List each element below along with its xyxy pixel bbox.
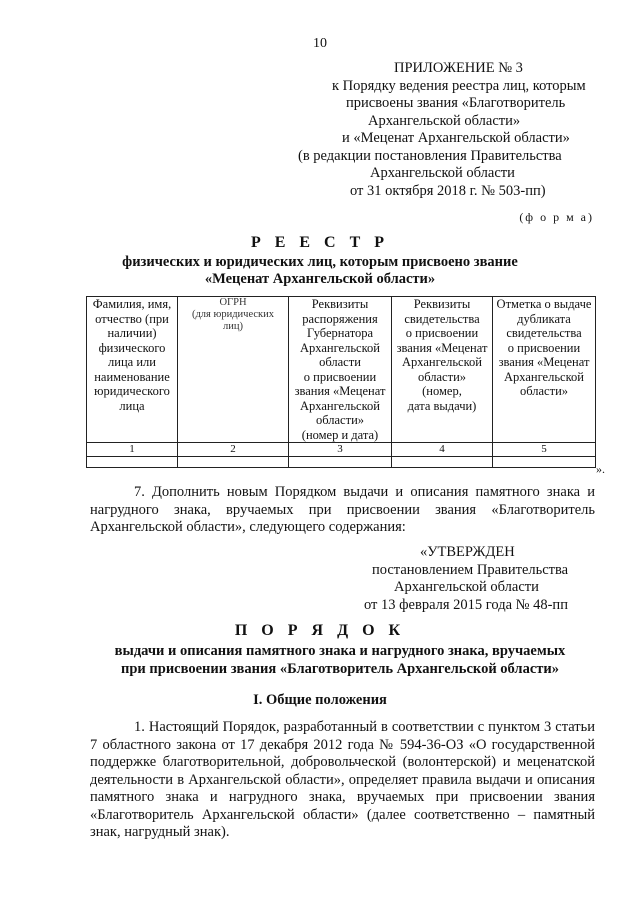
header-text: физического: [98, 340, 166, 355]
header-text: (для юридических: [191, 309, 275, 320]
header-text: Фамилия, имя,: [92, 297, 172, 311]
header-cell-certificate: [392, 297, 493, 443]
header-text: юридического: [94, 384, 170, 398]
register-subtitle: [0, 254, 640, 288]
header-text: о присвоении: [303, 369, 377, 384]
header-text: Архангельской: [402, 355, 482, 369]
header-text: лица или: [108, 355, 156, 369]
column-number: 1: [87, 443, 178, 457]
section-title: I. Общие положения: [253, 692, 387, 708]
approval-line: Архангельской области: [394, 579, 539, 595]
empty-cell: [493, 457, 596, 468]
appendix-line: к Порядку ведения реестра лиц, которым: [332, 77, 586, 94]
column-number: 2: [178, 443, 289, 457]
header-cell-name: [87, 297, 178, 443]
header-text: области»: [519, 384, 569, 398]
header-text: Реквизиты: [413, 297, 471, 311]
header-text: области: [319, 355, 361, 369]
header-text: свидетельства: [404, 311, 480, 326]
header-text: отчество (при: [95, 311, 169, 326]
header-text: дубликата: [517, 311, 571, 326]
header-text: распоряжения: [302, 311, 378, 326]
header-text: звания «Меценат: [396, 340, 488, 355]
header-text: Архангельской: [504, 369, 584, 384]
page-number: 10: [313, 36, 327, 51]
table-number-row: [87, 443, 596, 457]
paragraph-1-text: 1. Настоящий Порядок, разработанный в соответствии с пунктом 3 статьи 7 областного закона от 17 декабря 2012 года № 594-36-ОЗ «О государственной поддержке благотворительной, добровольческой (волонтерской) и меценатской деятельности в Архангельской области», определяет правила выдачи и описания памятного знака и нагрудного знака, вручаемых при присвоении звания «Благотворитель Архангельской области» (далее соответственно – памятный знак, нагрудный знак).: [90, 719, 595, 840]
header-cell-order: [289, 297, 392, 443]
header-text: наличии): [107, 326, 157, 340]
appendix-line: Архангельской области: [370, 165, 515, 181]
header-cell-ogrn: [178, 297, 289, 443]
header-text: наименование: [94, 369, 170, 384]
appendix-title: ПРИЛОЖЕНИЕ № 3: [394, 60, 523, 76]
header-text: о присвоении: [405, 326, 479, 340]
header-text: области»: [315, 413, 365, 427]
empty-cell: [178, 457, 289, 468]
register-subtitle-line: «Меценат Архангельской области»: [204, 271, 436, 287]
appendix-line: Архангельской области»: [368, 112, 521, 129]
header-text: Губернатора: [306, 326, 374, 340]
header-cell-duplicate: [493, 297, 596, 443]
register-title: Р Е Е С Т Р: [250, 234, 390, 251]
register-subtitle-line: физических и юридических лиц, которым присвоено звание: [122, 254, 518, 270]
table-empty-row: [87, 457, 596, 468]
column-number: 4: [392, 443, 493, 457]
item-7-paragraph: [90, 484, 595, 537]
appendix-line: от 31 октября 2018 г. № 503-пп): [350, 182, 546, 199]
order-subtitle-line: при присвоении звания «Благотворитель Архангельской области»: [121, 660, 559, 677]
order-subtitle-line: выдачи и описания памятного знака и нагрудного знака, вручаемых: [114, 643, 566, 659]
column-number: 3: [289, 443, 392, 457]
header-text: (номер,: [422, 384, 462, 398]
empty-cell: [289, 457, 392, 468]
header-text: ОГРН: [219, 297, 247, 308]
order-subtitle: [0, 643, 640, 678]
header-text: лиц): [223, 321, 243, 332]
header-text: звания «Меценат: [294, 384, 386, 398]
header-text: Реквизиты: [311, 297, 369, 311]
header-text: (номер и дата): [301, 427, 379, 442]
approval-line: «УТВЕРЖДЕН: [420, 544, 515, 560]
form-mark: (ф о р м а): [519, 210, 594, 224]
header-text: лица: [119, 398, 145, 413]
approval-line: постановлением Правительства: [372, 561, 569, 578]
appendix-line: и «Меценат Архангельской области»: [342, 130, 570, 146]
header-text: Архангельской: [300, 398, 380, 413]
appendix-line: (в редакции постановления Правительства: [298, 147, 562, 164]
empty-cell: [87, 457, 178, 468]
header-text: Отметка о выдаче: [496, 297, 592, 311]
approval-stamp: [360, 544, 620, 614]
table-header-row: [87, 297, 596, 443]
appendix-header: [250, 60, 610, 200]
paragraph-1: [90, 719, 595, 842]
register-table: [86, 296, 596, 468]
order-title: П О Р Я Д О К: [234, 622, 406, 639]
header-text: свидетельства: [506, 326, 582, 340]
approval-line: от 13 февраля 2015 года № 48-пп: [364, 596, 568, 613]
header-text: Архангельской: [300, 340, 380, 355]
closing-quote: ».: [596, 462, 605, 476]
header-text: о присвоении: [507, 340, 581, 355]
appendix-line: присвоены звания «Благотворитель: [346, 95, 566, 111]
empty-cell: [392, 457, 493, 468]
header-text: области»: [417, 369, 467, 384]
header-text: дата выдачи): [407, 398, 477, 413]
header-text: звания «Меценат: [498, 355, 590, 369]
item-7-text: 7. Дополнить новым Порядком выдачи и описания памятного знака и нагрудного знака, вручаемых при присвоении звания «Благотворитель Архангельской области», следующего содержания:: [90, 484, 595, 535]
column-number: 5: [493, 443, 596, 457]
